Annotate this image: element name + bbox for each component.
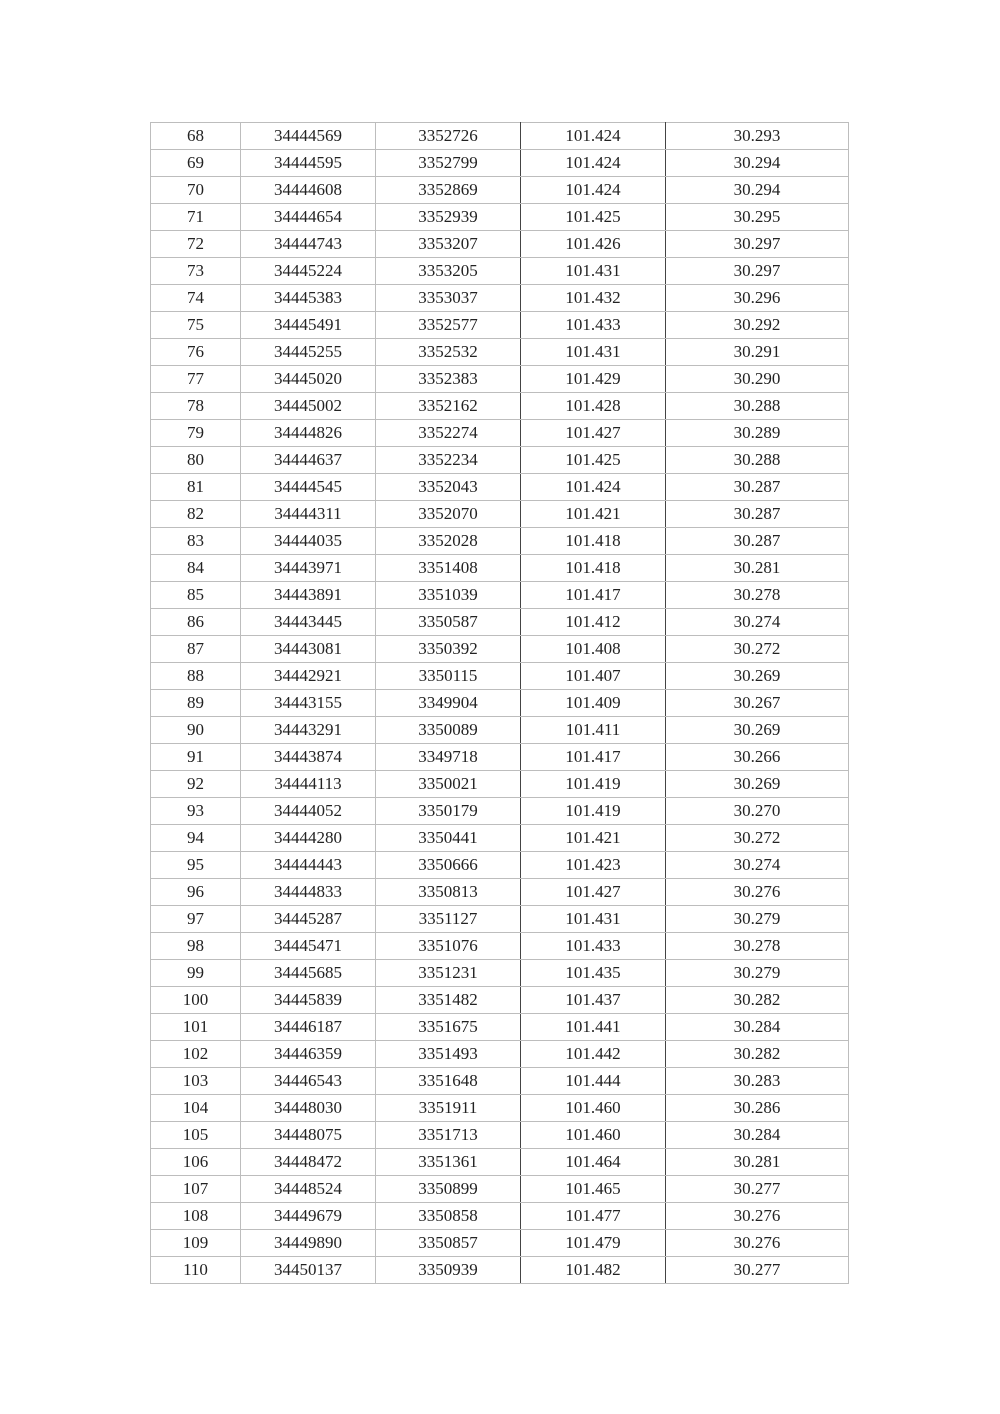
longitude-cell: 101.460 (521, 1095, 666, 1122)
longitude-cell: 101.431 (521, 906, 666, 933)
coord-x-cell: 34445020 (241, 366, 376, 393)
coord-y-cell: 3350587 (376, 609, 521, 636)
latitude-cell: 30.276 (666, 1203, 849, 1230)
coord-x-cell: 34448030 (241, 1095, 376, 1122)
coord-y-cell: 3352532 (376, 339, 521, 366)
coord-y-cell: 3351911 (376, 1095, 521, 1122)
coord-x-cell: 34444545 (241, 474, 376, 501)
latitude-cell: 30.294 (666, 150, 849, 177)
table-row (151, 1149, 849, 1176)
longitude-cell: 101.482 (521, 1257, 666, 1284)
point-number-cell: 86 (151, 609, 241, 636)
coord-x-cell: 34443874 (241, 744, 376, 771)
latitude-cell: 30.283 (666, 1068, 849, 1095)
coord-x-cell: 34444052 (241, 798, 376, 825)
point-number-cell: 69 (151, 150, 241, 177)
coord-x-cell: 34443445 (241, 609, 376, 636)
table-row (151, 771, 849, 798)
latitude-cell: 30.295 (666, 204, 849, 231)
latitude-cell: 30.281 (666, 1149, 849, 1176)
point-number-cell: 100 (151, 987, 241, 1014)
point-number-cell: 71 (151, 204, 241, 231)
longitude-cell: 101.424 (521, 177, 666, 204)
table-row (151, 555, 849, 582)
table-row (151, 609, 849, 636)
longitude-cell: 101.431 (521, 258, 666, 285)
coord-y-cell: 3352799 (376, 150, 521, 177)
coord-y-cell: 3352869 (376, 177, 521, 204)
coord-y-cell: 3350666 (376, 852, 521, 879)
table-row (151, 582, 849, 609)
coord-x-cell: 34445002 (241, 393, 376, 420)
table-row (151, 1095, 849, 1122)
latitude-cell: 30.274 (666, 852, 849, 879)
coord-y-cell: 3352726 (376, 123, 521, 150)
coord-y-cell: 3350115 (376, 663, 521, 690)
coord-x-cell: 34445287 (241, 906, 376, 933)
point-number-cell: 73 (151, 258, 241, 285)
coord-x-cell: 34443971 (241, 555, 376, 582)
point-number-cell: 96 (151, 879, 241, 906)
coord-y-cell: 3351039 (376, 582, 521, 609)
point-number-cell: 105 (151, 1122, 241, 1149)
table-row (151, 366, 849, 393)
coord-y-cell: 3350899 (376, 1176, 521, 1203)
coord-y-cell: 3349718 (376, 744, 521, 771)
latitude-cell: 30.282 (666, 1041, 849, 1068)
table-row (151, 474, 849, 501)
coord-y-cell: 3350857 (376, 1230, 521, 1257)
point-number-cell: 87 (151, 636, 241, 663)
table-row (151, 636, 849, 663)
latitude-cell: 30.287 (666, 474, 849, 501)
longitude-cell: 101.432 (521, 285, 666, 312)
latitude-cell: 30.288 (666, 393, 849, 420)
table-row (151, 717, 849, 744)
longitude-cell: 101.408 (521, 636, 666, 663)
coord-y-cell: 3353037 (376, 285, 521, 312)
coord-y-cell: 3353207 (376, 231, 521, 258)
latitude-cell: 30.293 (666, 123, 849, 150)
table-row (151, 1041, 849, 1068)
point-number-cell: 83 (151, 528, 241, 555)
table-row (151, 825, 849, 852)
longitude-cell: 101.429 (521, 366, 666, 393)
coord-y-cell: 3350179 (376, 798, 521, 825)
coord-x-cell: 34445255 (241, 339, 376, 366)
longitude-cell: 101.431 (521, 339, 666, 366)
table-row (151, 177, 849, 204)
latitude-cell: 30.279 (666, 960, 849, 987)
point-number-cell: 97 (151, 906, 241, 933)
longitude-cell: 101.424 (521, 474, 666, 501)
point-number-cell: 81 (151, 474, 241, 501)
table-row (151, 123, 849, 150)
coord-x-cell: 34443891 (241, 582, 376, 609)
coord-y-cell: 3351713 (376, 1122, 521, 1149)
coord-y-cell: 3351675 (376, 1014, 521, 1041)
table-row (151, 1257, 849, 1284)
table-row (151, 420, 849, 447)
latitude-cell: 30.294 (666, 177, 849, 204)
point-number-cell: 75 (151, 312, 241, 339)
coord-x-cell: 34444637 (241, 447, 376, 474)
coord-x-cell: 34444595 (241, 150, 376, 177)
longitude-cell: 101.421 (521, 825, 666, 852)
latitude-cell: 30.284 (666, 1014, 849, 1041)
coord-y-cell: 3351408 (376, 555, 521, 582)
table-row (151, 285, 849, 312)
latitude-cell: 30.291 (666, 339, 849, 366)
point-number-cell: 68 (151, 123, 241, 150)
latitude-cell: 30.277 (666, 1257, 849, 1284)
point-number-cell: 104 (151, 1095, 241, 1122)
coord-x-cell: 34444443 (241, 852, 376, 879)
coord-y-cell: 3351076 (376, 933, 521, 960)
coord-x-cell: 34448075 (241, 1122, 376, 1149)
coord-x-cell: 34444311 (241, 501, 376, 528)
point-number-cell: 79 (151, 420, 241, 447)
coord-x-cell: 34445383 (241, 285, 376, 312)
longitude-cell: 101.423 (521, 852, 666, 879)
coord-x-cell: 34445471 (241, 933, 376, 960)
longitude-cell: 101.479 (521, 1230, 666, 1257)
latitude-cell: 30.279 (666, 906, 849, 933)
latitude-cell: 30.269 (666, 663, 849, 690)
table-row (151, 1176, 849, 1203)
longitude-cell: 101.433 (521, 312, 666, 339)
coord-x-cell: 34443081 (241, 636, 376, 663)
table-row (151, 798, 849, 825)
table-row (151, 312, 849, 339)
table-row (151, 906, 849, 933)
longitude-cell: 101.412 (521, 609, 666, 636)
coord-x-cell: 34446187 (241, 1014, 376, 1041)
latitude-cell: 30.286 (666, 1095, 849, 1122)
table-row (151, 204, 849, 231)
longitude-cell: 101.409 (521, 690, 666, 717)
longitude-cell: 101.433 (521, 933, 666, 960)
longitude-cell: 101.419 (521, 771, 666, 798)
latitude-cell: 30.289 (666, 420, 849, 447)
point-number-cell: 88 (151, 663, 241, 690)
longitude-cell: 101.424 (521, 150, 666, 177)
longitude-cell: 101.427 (521, 420, 666, 447)
table-row (151, 1068, 849, 1095)
point-number-cell: 107 (151, 1176, 241, 1203)
point-number-cell: 91 (151, 744, 241, 771)
latitude-cell: 30.269 (666, 717, 849, 744)
point-number-cell: 106 (151, 1149, 241, 1176)
table-row (151, 231, 849, 258)
latitude-cell: 30.287 (666, 528, 849, 555)
longitude-cell: 101.465 (521, 1176, 666, 1203)
longitude-cell: 101.464 (521, 1149, 666, 1176)
longitude-cell: 101.419 (521, 798, 666, 825)
coord-y-cell: 3353205 (376, 258, 521, 285)
coord-y-cell: 3352383 (376, 366, 521, 393)
latitude-cell: 30.278 (666, 582, 849, 609)
table-row (151, 690, 849, 717)
latitude-cell: 30.269 (666, 771, 849, 798)
longitude-cell: 101.417 (521, 744, 666, 771)
table-row (151, 528, 849, 555)
latitude-cell: 30.274 (666, 609, 849, 636)
coord-x-cell: 34443291 (241, 717, 376, 744)
coord-x-cell: 34444569 (241, 123, 376, 150)
coord-x-cell: 34446543 (241, 1068, 376, 1095)
longitude-cell: 101.411 (521, 717, 666, 744)
coord-y-cell: 3351127 (376, 906, 521, 933)
point-number-cell: 77 (151, 366, 241, 393)
coord-y-cell: 3352162 (376, 393, 521, 420)
point-number-cell: 98 (151, 933, 241, 960)
coord-y-cell: 3350089 (376, 717, 521, 744)
table-row (151, 1203, 849, 1230)
latitude-cell: 30.278 (666, 933, 849, 960)
longitude-cell: 101.426 (521, 231, 666, 258)
longitude-cell: 101.418 (521, 555, 666, 582)
table-row (151, 1014, 849, 1041)
longitude-cell: 101.418 (521, 528, 666, 555)
point-number-cell: 109 (151, 1230, 241, 1257)
coord-x-cell: 34444826 (241, 420, 376, 447)
coord-x-cell: 34445224 (241, 258, 376, 285)
latitude-cell: 30.297 (666, 258, 849, 285)
longitude-cell: 101.424 (521, 123, 666, 150)
longitude-cell: 101.417 (521, 582, 666, 609)
point-number-cell: 93 (151, 798, 241, 825)
point-number-cell: 110 (151, 1257, 241, 1284)
longitude-cell: 101.427 (521, 879, 666, 906)
point-number-cell: 94 (151, 825, 241, 852)
point-number-cell: 103 (151, 1068, 241, 1095)
point-number-cell: 101 (151, 1014, 241, 1041)
coord-x-cell: 34445839 (241, 987, 376, 1014)
coord-x-cell: 34450137 (241, 1257, 376, 1284)
point-number-cell: 90 (151, 717, 241, 744)
coord-y-cell: 3352070 (376, 501, 521, 528)
coord-y-cell: 3351648 (376, 1068, 521, 1095)
coord-x-cell: 34449890 (241, 1230, 376, 1257)
longitude-cell: 101.421 (521, 501, 666, 528)
coord-y-cell: 3352274 (376, 420, 521, 447)
coord-x-cell: 34442921 (241, 663, 376, 690)
longitude-cell: 101.441 (521, 1014, 666, 1041)
point-number-cell: 78 (151, 393, 241, 420)
latitude-cell: 30.290 (666, 366, 849, 393)
latitude-cell: 30.282 (666, 987, 849, 1014)
table-row (151, 987, 849, 1014)
point-number-cell: 72 (151, 231, 241, 258)
point-number-cell: 74 (151, 285, 241, 312)
coord-y-cell: 3351361 (376, 1149, 521, 1176)
table-row (151, 1122, 849, 1149)
coord-x-cell: 34444654 (241, 204, 376, 231)
longitude-cell: 101.437 (521, 987, 666, 1014)
coord-y-cell: 3351231 (376, 960, 521, 987)
point-number-cell: 99 (151, 960, 241, 987)
coord-y-cell: 3352234 (376, 447, 521, 474)
point-number-cell: 108 (151, 1203, 241, 1230)
coord-x-cell: 34443155 (241, 690, 376, 717)
point-number-cell: 92 (151, 771, 241, 798)
latitude-cell: 30.284 (666, 1122, 849, 1149)
point-number-cell: 82 (151, 501, 241, 528)
coord-y-cell: 3350441 (376, 825, 521, 852)
latitude-cell: 30.297 (666, 231, 849, 258)
coord-x-cell: 34444113 (241, 771, 376, 798)
point-number-cell: 102 (151, 1041, 241, 1068)
coord-x-cell: 34444035 (241, 528, 376, 555)
coord-x-cell: 34448472 (241, 1149, 376, 1176)
longitude-cell: 101.428 (521, 393, 666, 420)
longitude-cell: 101.435 (521, 960, 666, 987)
table-row (151, 744, 849, 771)
table-row (151, 879, 849, 906)
longitude-cell: 101.460 (521, 1122, 666, 1149)
longitude-cell: 101.442 (521, 1041, 666, 1068)
coord-y-cell: 3350813 (376, 879, 521, 906)
coord-x-cell: 34448524 (241, 1176, 376, 1203)
coord-x-cell: 34449679 (241, 1203, 376, 1230)
coord-y-cell: 3350392 (376, 636, 521, 663)
coord-y-cell: 3352939 (376, 204, 521, 231)
coord-y-cell: 3350858 (376, 1203, 521, 1230)
longitude-cell: 101.444 (521, 1068, 666, 1095)
table-row (151, 933, 849, 960)
point-number-cell: 84 (151, 555, 241, 582)
point-number-cell: 70 (151, 177, 241, 204)
latitude-cell: 30.277 (666, 1176, 849, 1203)
latitude-cell: 30.270 (666, 798, 849, 825)
coord-x-cell: 34444280 (241, 825, 376, 852)
point-number-cell: 76 (151, 339, 241, 366)
table-row (151, 339, 849, 366)
latitude-cell: 30.266 (666, 744, 849, 771)
coord-x-cell: 34445685 (241, 960, 376, 987)
coord-x-cell: 34444743 (241, 231, 376, 258)
latitude-cell: 30.272 (666, 825, 849, 852)
coord-x-cell: 34446359 (241, 1041, 376, 1068)
coord-y-cell: 3350939 (376, 1257, 521, 1284)
latitude-cell: 30.292 (666, 312, 849, 339)
point-number-cell: 89 (151, 690, 241, 717)
coord-x-cell: 34444833 (241, 879, 376, 906)
point-number-cell: 85 (151, 582, 241, 609)
point-number-cell: 95 (151, 852, 241, 879)
latitude-cell: 30.267 (666, 690, 849, 717)
latitude-cell: 30.288 (666, 447, 849, 474)
table-row (151, 393, 849, 420)
latitude-cell: 30.276 (666, 1230, 849, 1257)
longitude-cell: 101.477 (521, 1203, 666, 1230)
table-row (151, 258, 849, 285)
coord-y-cell: 3352043 (376, 474, 521, 501)
coord-x-cell: 34444608 (241, 177, 376, 204)
point-number-cell: 80 (151, 447, 241, 474)
latitude-cell: 30.296 (666, 285, 849, 312)
coord-y-cell: 3350021 (376, 771, 521, 798)
table-row (151, 150, 849, 177)
coord-y-cell: 3352028 (376, 528, 521, 555)
longitude-cell: 101.425 (521, 447, 666, 474)
coord-y-cell: 3352577 (376, 312, 521, 339)
table-row (151, 1230, 849, 1257)
longitude-cell: 101.425 (521, 204, 666, 231)
latitude-cell: 30.276 (666, 879, 849, 906)
coord-y-cell: 3351482 (376, 987, 521, 1014)
table-row (151, 447, 849, 474)
latitude-cell: 30.281 (666, 555, 849, 582)
coordinate-table (150, 122, 849, 1284)
coord-x-cell: 34445491 (241, 312, 376, 339)
longitude-cell: 101.407 (521, 663, 666, 690)
latitude-cell: 30.272 (666, 636, 849, 663)
table-row (151, 501, 849, 528)
latitude-cell: 30.287 (666, 501, 849, 528)
coord-y-cell: 3349904 (376, 690, 521, 717)
coord-y-cell: 3351493 (376, 1041, 521, 1068)
table-row (151, 663, 849, 690)
table-row (151, 852, 849, 879)
table-row (151, 960, 849, 987)
